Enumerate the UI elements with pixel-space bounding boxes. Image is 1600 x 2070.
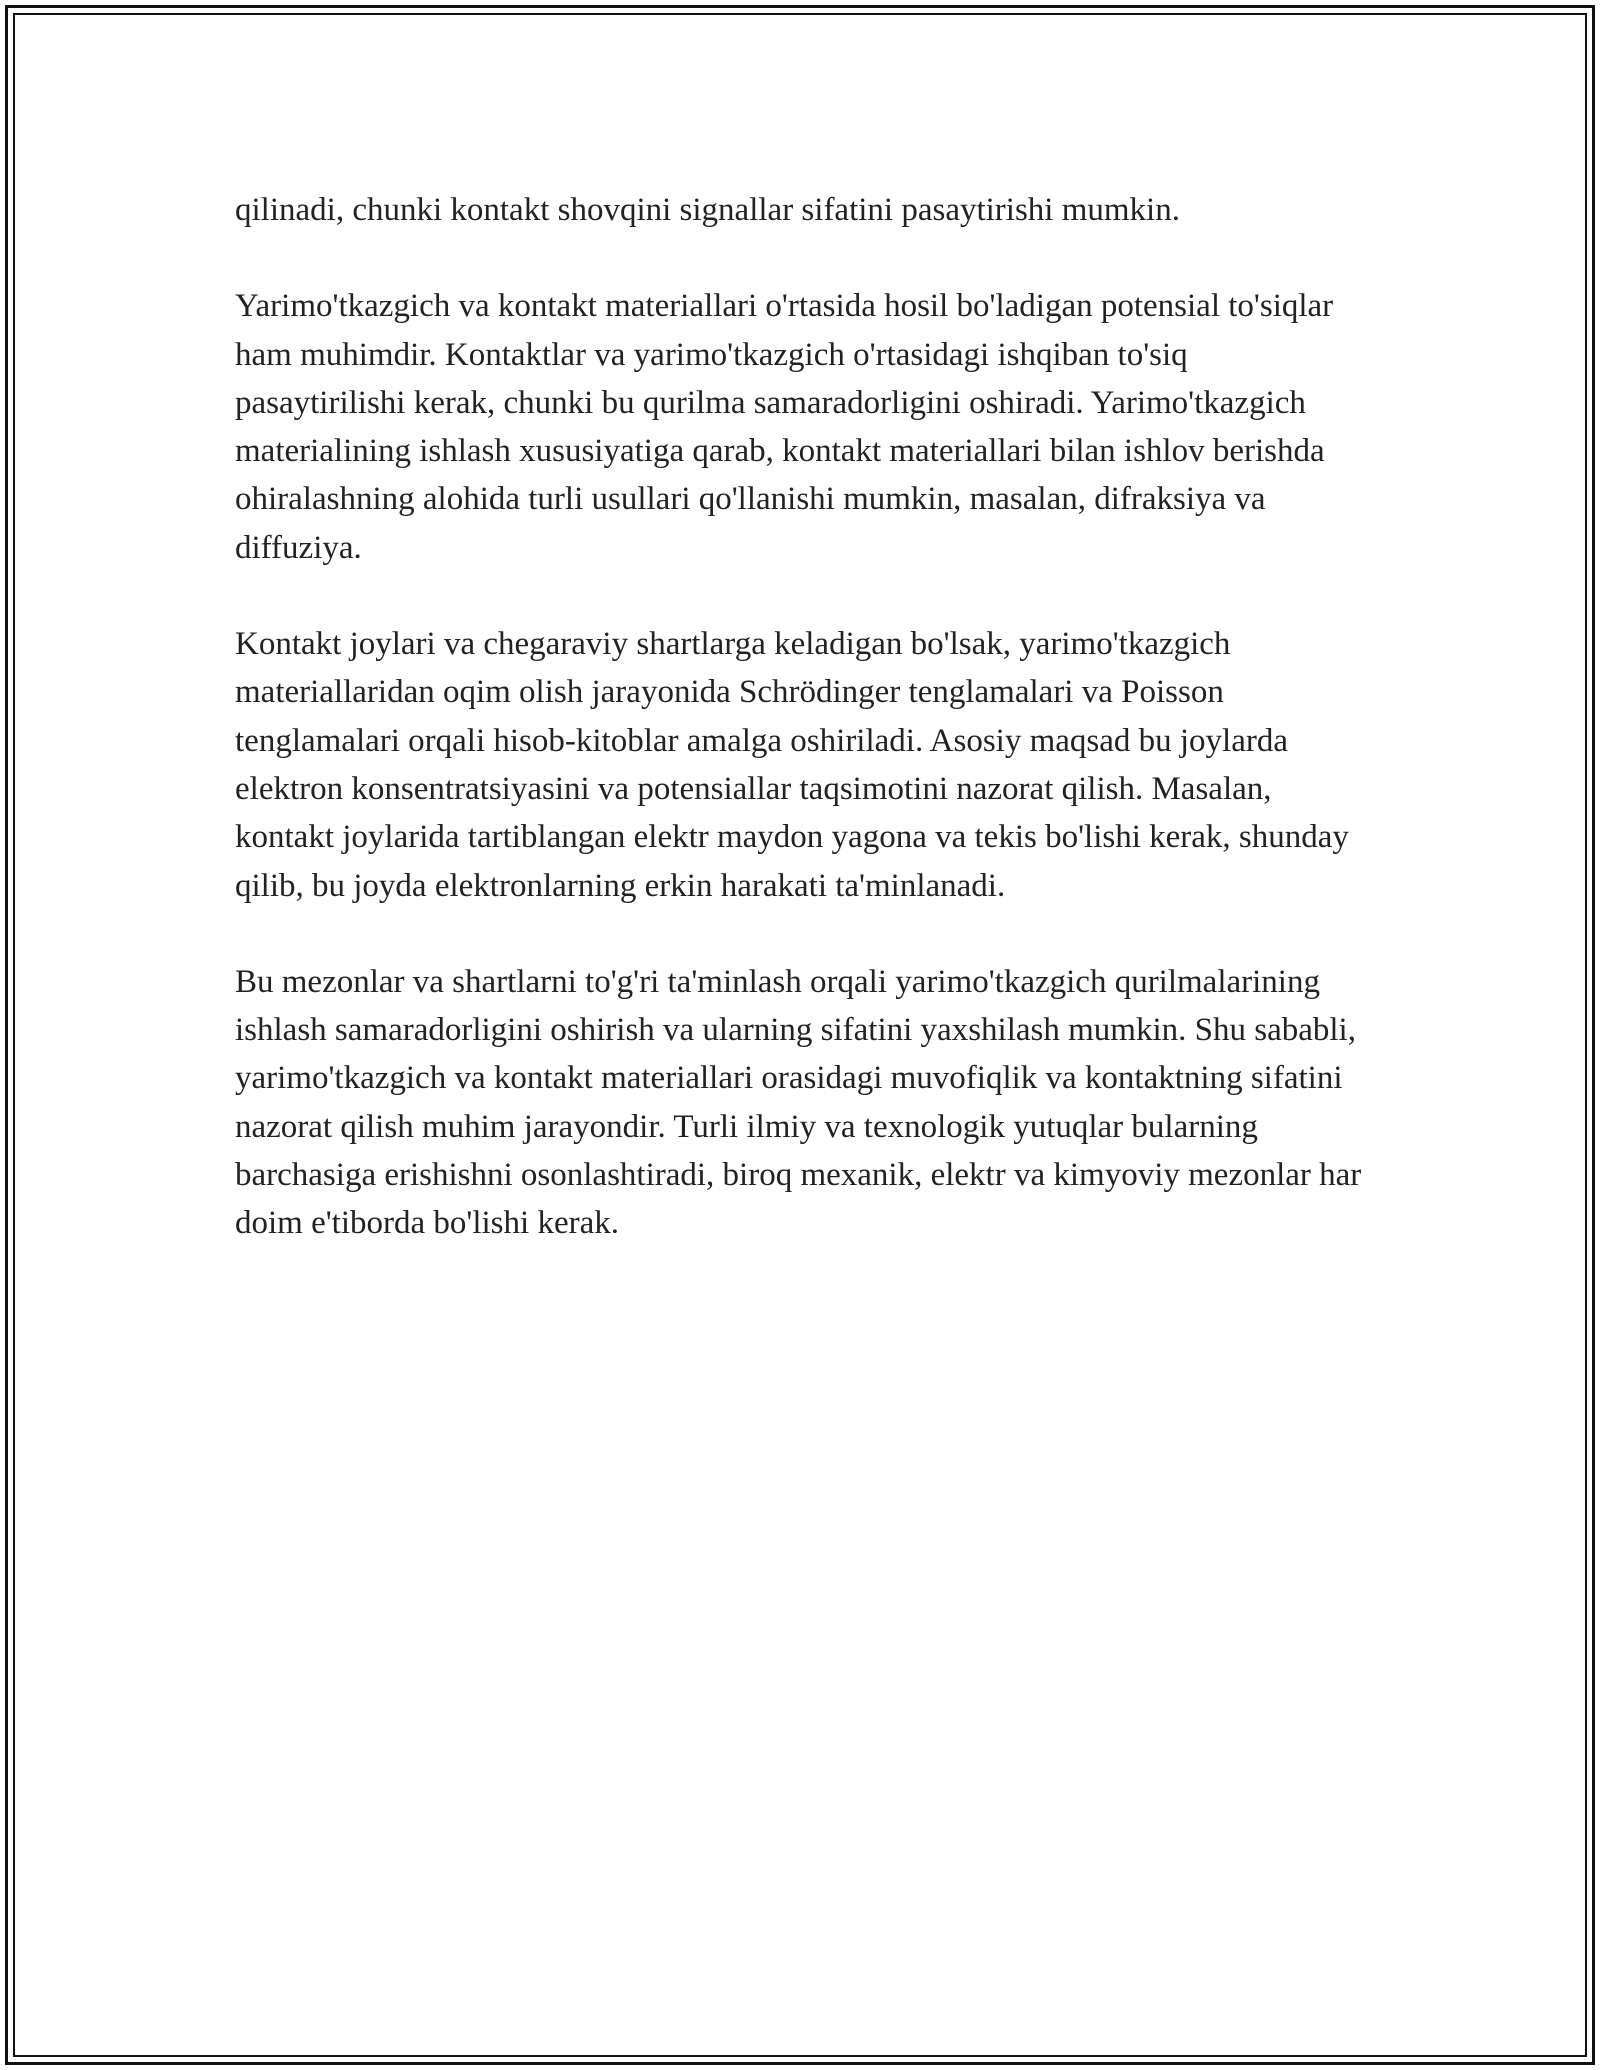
paragraph-1: qilinadi, chunki kontakt shovqini signallar sifatini pasaytirishi mumkin. bbox=[235, 192, 1180, 228]
paragraph-3: Kontakt joylari va chegaraviy shartlarga keladigan bo'lsak, yarimo'tkazgich materiallaridan oqim olish jarayonida Schrödinger tenglamalari va Poisson tenglamalari orqali hisob-kitoblar amalga oshiriladi. Asosiy maqsad bu joylarda elektron konsentratsiyasini va potensiallar taqsimotini nazorat qilish. Masalan, kontakt joylarida tartiblangan elektr maydon yagona va tekis bo'lishi kerak, shunday qilib, bu joyda elektronlarning erkin harakati ta'minlanadi. bbox=[235, 626, 1349, 904]
page-content bbox=[235, 186, 1365, 1296]
paragraph-2: Yarimo'tkazgich va kontakt materiallari o'rtasida hosil bo'ladigan potensial to'siqlar ham muhimdir. Kontaktlar va yarimo'tkazgich o'rtasidagi ishqiban to'siq pasaytirilishi kerak, chunki bu qurilma samaradorligini oshiradi. Yarimo'tkazgich materialining ishlash xususiyatiga qarab, kontakt materiallari bilan ishlov berishda ohiralashning alohida turli usullari qo'llanishi mumkin, masalan, difraksiya va diffuziya. bbox=[235, 288, 1334, 566]
paragraph-4: Bu mezonlar va shartlarni to'g'ri ta'minlash orqali yarimo'tkazgich qurilmalarining ishlash samaradorligini oshirish va ularning sifatini yaxshilash mumkin. Shu sababli, yarimo'tkazgich va kontakt materiallari orasidagi muvofiqlik va kontaktning sifatini nazorat qilish muhim jarayondir. Turli ilmiy va texnologik yutuqlar bularning barchasiga erishishni osonlashtiradi, biroq mexanik, elektr va kimyoviy mezonlar har doim e'tiborda bo'lishi kerak. bbox=[235, 963, 1362, 1242]
